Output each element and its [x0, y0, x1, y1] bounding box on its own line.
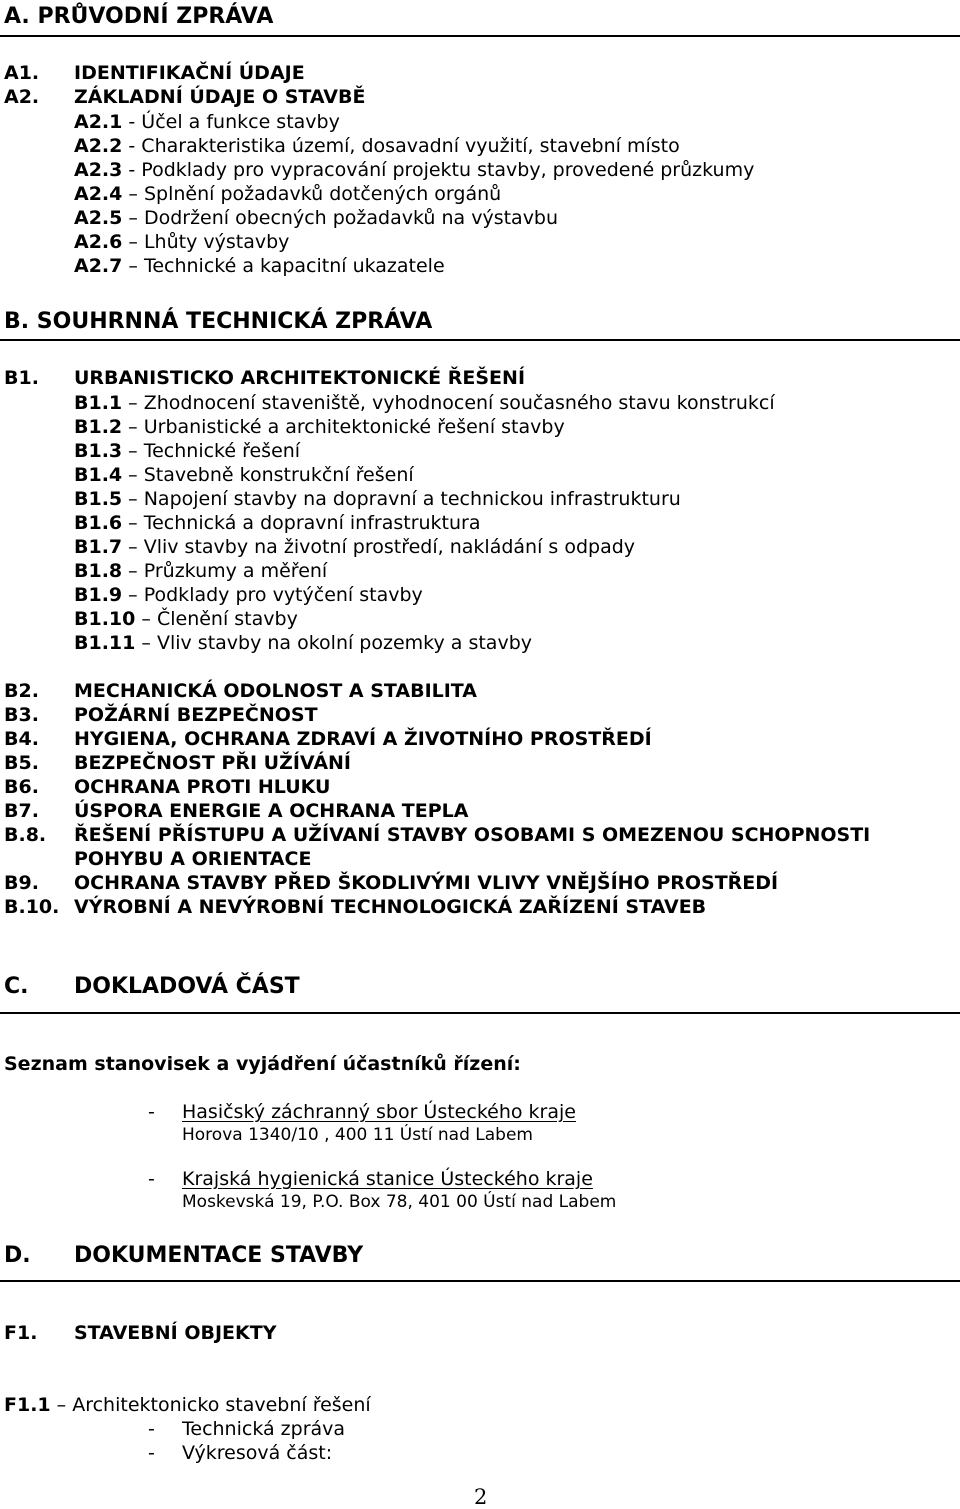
subitem	[74, 137, 680, 156]
item-number: B1.	[4, 367, 39, 389]
item-title-continued: POHYBU A ORIENTACE	[74, 848, 312, 870]
subitem	[74, 586, 423, 605]
section-c-rule	[0, 1012, 960, 1014]
subitem-text: – Napojení stavby na dopravní a technickou infrastrukturu	[122, 488, 681, 510]
subitem-text: – Dodržení obecných požadavků na výstavbu	[122, 207, 559, 229]
subitem-number: A2.2	[74, 135, 123, 157]
part-item: Technická zpráva	[182, 1418, 346, 1440]
section-c-heading: DOKLADOVÁ ČÁST	[74, 974, 300, 999]
subitem	[74, 185, 501, 204]
subitem	[74, 538, 635, 557]
subitem-text: – Splnění požadavků dotčených orgánů	[122, 183, 502, 205]
section-d-heading: DOKUMENTACE STAVBY	[74, 1243, 364, 1268]
subitem-number: B1.3	[74, 440, 123, 462]
item-title: OCHRANA PROTI HLUKU	[74, 776, 331, 798]
item-title: POŽÁRNÍ BEZPEČNOST	[74, 704, 318, 726]
part-item: Výkresová část:	[182, 1442, 333, 1464]
subitem	[74, 442, 300, 461]
list-dash: -	[148, 1418, 155, 1440]
subitem-text: – Technická a dopravní infrastruktura	[122, 512, 481, 534]
item-title: ŘEŠENÍ PŘÍSTUPU A UŽÍVANÍ STAVBY OSOBAMI S OMEZENOU SCHOPNOSTI	[74, 824, 871, 846]
section-a-heading: A. PRŮVODNÍ ZPRÁVA	[4, 4, 274, 29]
subitem-text: – Urbanistické a architektonické řešení stavby	[122, 416, 565, 438]
item-title: VÝROBNÍ A NEVÝROBNÍ TECHNOLOGICKÁ ZAŘÍZENÍ STAVEB	[74, 896, 707, 918]
section-b-heading: B. SOUHRNNÁ TECHNICKÁ ZPRÁVA	[4, 309, 433, 334]
subitem-text: – Technické řešení	[122, 440, 301, 462]
item-title: STAVEBNÍ OBJEKTY	[74, 1322, 277, 1344]
subitem	[74, 209, 558, 228]
subitem	[74, 466, 414, 485]
subitem-text: – Lhůty výstavby	[122, 231, 290, 253]
item-title: ÚSPORA ENERGIE A OCHRANA TEPLA	[74, 800, 469, 822]
section-c-number: C.	[4, 974, 29, 999]
section-d-rule	[0, 1280, 960, 1282]
item-number: B4.	[4, 728, 39, 750]
subitem	[74, 233, 289, 252]
item-number: B9.	[4, 872, 39, 894]
subitem-number: B1.6	[74, 512, 123, 534]
subitem	[74, 562, 327, 581]
item-number: A2.	[4, 86, 40, 108]
item-number: B5.	[4, 752, 39, 774]
list-dash: -	[148, 1101, 155, 1123]
item-title: ZÁKLADNÍ ÚDAJE O STAVBĚ	[74, 86, 366, 108]
institution-address: Moskevská 19, P.O. Box 78, 401 00 Ústí nad Labem	[182, 1192, 617, 1212]
subitem-number: B1.7	[74, 536, 123, 558]
item-number: B.8.	[4, 824, 47, 846]
list-dash: -	[148, 1168, 155, 1190]
item-number: B3.	[4, 704, 39, 726]
subitem-text: – Technické a kapacitní ukazatele	[122, 255, 445, 277]
subitem-number: A2.4	[74, 183, 123, 205]
subitem	[74, 418, 565, 437]
subitem-number: B1.5	[74, 488, 123, 510]
item-title: MECHANICKÁ ODOLNOST A STABILITA	[74, 680, 477, 702]
section-d-number: D.	[4, 1243, 31, 1268]
subitem-text: – Stavebně konstrukční řešení	[122, 464, 414, 486]
item-number: B.10.	[4, 896, 60, 918]
subitem-text: - Účel a funkce stavby	[122, 111, 340, 133]
item-number: B7.	[4, 800, 39, 822]
institution-address: Horova 1340/10 , 400 11 Ústí nad Labem	[182, 1125, 533, 1145]
subitem-number: B1.4	[74, 464, 123, 486]
section-b-rule	[0, 339, 960, 341]
item-number: A1.	[4, 62, 40, 84]
item-number: B6.	[4, 776, 39, 798]
subitem-text: – Vliv stavby na životní prostředí, nakládání s odpady	[122, 536, 636, 558]
subitem-number: A2.7	[74, 255, 123, 277]
subitem	[74, 610, 298, 629]
item-title: OCHRANA STAVBY PŘED ŠKODLIVÝMI VLIVY VNĚJŠÍHO PROSTŘEDÍ	[74, 872, 779, 894]
item-title: URBANISTICKO ARCHITEKTONICKÉ ŘEŠENÍ	[74, 367, 526, 389]
subitem-text: – Podklady pro vytýčení stavby	[122, 584, 423, 606]
subitem-text: – Zhodnocení staveniště, vyhodnocení současného stavu konstrukcí	[122, 392, 775, 414]
section-c-subheading: Seznam stanovisek a vyjádření účastníků řízení:	[4, 1053, 521, 1075]
subitem	[74, 113, 340, 132]
subitem-text: - Podklady pro vypracování projektu stavby, provedené průzkumy	[122, 159, 755, 181]
subitem-text: – Členění stavby	[135, 608, 298, 630]
subitem-text: – Průzkumy a měření	[122, 560, 328, 582]
subitem-number: B1.11	[74, 632, 136, 654]
subitem-number: B1.8	[74, 560, 123, 582]
subitem-number: A2.3	[74, 159, 123, 181]
subitem-number: B1.9	[74, 584, 123, 606]
subitem-number: F1.1	[4, 1394, 51, 1416]
item-number: F1.	[4, 1322, 38, 1344]
subitem-number: A2.1	[74, 111, 123, 133]
subitem-text: – Vliv stavby na okolní pozemky a stavby	[135, 632, 532, 654]
subitem-number: B1.10	[74, 608, 136, 630]
subitem-number: A2.6	[74, 231, 123, 253]
page-number: 2	[474, 1485, 488, 1509]
institution-name: Krajská hygienická stanice Ústeckého kraje	[182, 1168, 593, 1190]
subitem	[74, 394, 775, 413]
item-number: B2.	[4, 680, 39, 702]
subitem-number: B1.1	[74, 392, 123, 414]
subitem-number: B1.2	[74, 416, 123, 438]
item-title: IDENTIFIKAČNÍ ÚDAJE	[74, 62, 305, 84]
subitem	[74, 490, 681, 509]
item-title: BEZPEČNOST PŘI UŽÍVÁNÍ	[74, 752, 352, 774]
subitem	[4, 1396, 371, 1415]
subitem	[74, 634, 532, 653]
subitem	[74, 514, 481, 533]
subitem	[74, 161, 754, 180]
list-dash: -	[148, 1442, 155, 1464]
section-a-rule	[0, 35, 960, 37]
institution-name: Hasičský záchranný sbor Ústeckého kraje	[182, 1101, 576, 1123]
subitem-text: – Architektonicko stavební řešení	[50, 1394, 371, 1416]
subitem-text: - Charakteristika území, dosavadní využití, stavební místo	[122, 135, 680, 157]
item-title: HYGIENA, OCHRANA ZDRAVÍ A ŽIVOTNÍHO PROSTŘEDÍ	[74, 728, 652, 750]
subitem-number: A2.5	[74, 207, 123, 229]
subitem	[74, 257, 445, 276]
